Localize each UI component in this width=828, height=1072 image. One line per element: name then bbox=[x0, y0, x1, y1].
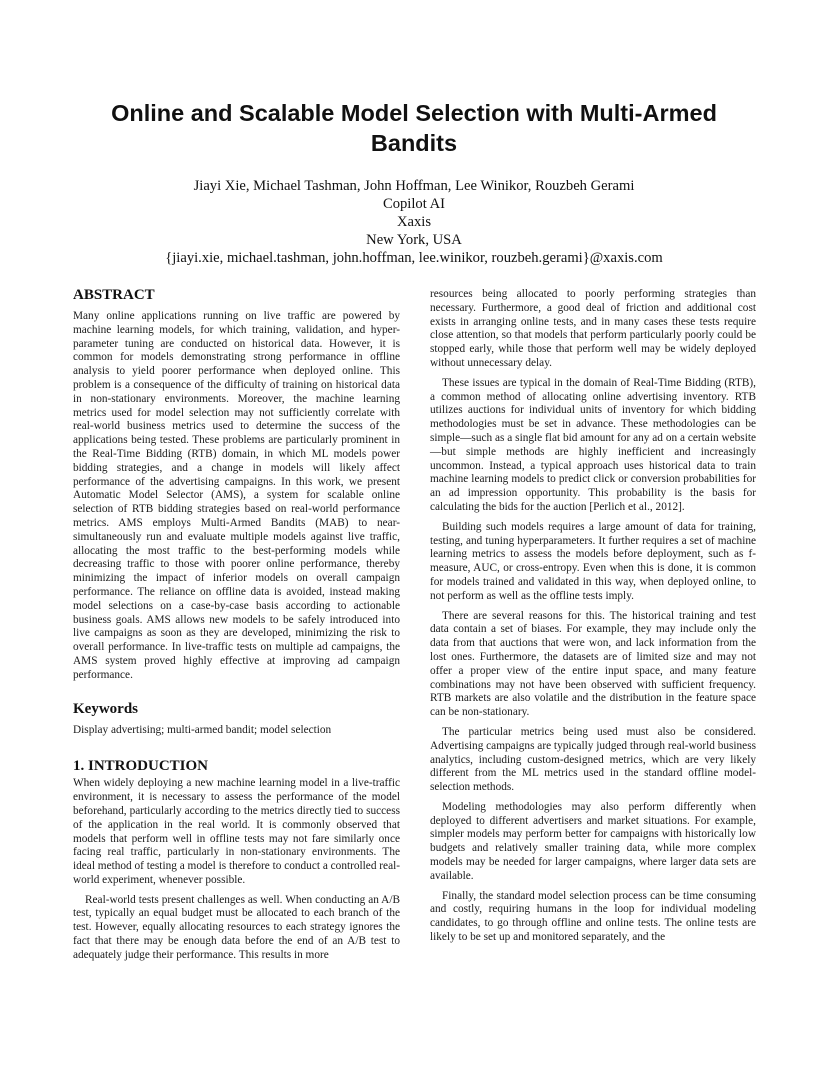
keywords-text: Display advertising; multi-armed bandit; model selection bbox=[73, 723, 332, 736]
intro-paragraph-9: Finally, the standard model selection process can be time consuming and costly, requiring humans in the loop for individual modeling candidates, to go through offline and online tests. The online tests are likely to be set up and monitored separately, and the bbox=[430, 889, 756, 944]
affiliation-copilot: Copilot AI bbox=[382, 196, 446, 212]
intro-paragraph-6: There are several reasons for this. The historical training and test data contain a set of biases. For example, they may include only the data from that auctions that were won, and lack information from the lost ones. Furthermore, the datasets are of limited size and may not offer a proper view of the entire input space, and many feature combinations may not have been observed with sufficient frequency. RTB markets are also volatile and the distribution in the feature space can be non-stationary. bbox=[430, 609, 756, 719]
keywords-heading: Keywords bbox=[73, 700, 138, 717]
right-column bbox=[430, 288, 756, 945]
author-emails: {jiayi.xie, michael.tashman, john.hoffman, lee.winikor, rouzbeh.gerami}@xaxis.com bbox=[165, 250, 663, 266]
paper-title bbox=[60, 98, 768, 158]
intro-paragraph-5: Building such models requires a large amount of data for training, testing, and tuning hyperparameters. It further requires a set of machine learning metrics to assess the models before deployment, such as f-measure, AUC, or cross-entropy. Even when this is done, it is common for models trained and validated in this way, when deployed online, to not perform as well as the offline tests imply. bbox=[430, 520, 756, 602]
intro-paragraph-1: When widely deploying a new machine learning model in a live-traffic environment, it is necessary to assess the performance of the model beforehand, particularly according to the metrics directly tied to success of the application in the real world. It is commonly observed that models that perform well in offline tests may not fare similarly once facing real traffic, particularly in non-stationary environments. The ideal method of testing a model is therefore to conduct a controlled real-world experiment, whenever possible. bbox=[73, 777, 400, 886]
intro-paragraph-3: resources being allocated to poorly performing strategies than necessary. Furthermore, a good deal of friction and additional cost exists in arranging online tests, and in many cases these tests require close attention, so that models that perform particularly poorly could be stopped early, while those that perform well may be widely deployed without unnecessary delay. bbox=[430, 288, 756, 369]
left-column bbox=[73, 286, 400, 963]
intro-paragraph-7: The particular metrics being used must also be considered. Advertising campaigns are typically judged through real-world business analytics, including custom-designed metrics, which are very likely different from the ML metrics used in the standard offline model-selection methods. bbox=[430, 725, 756, 794]
intro-paragraph-4: These issues are typical in the domain of Real-Time Bidding (RTB), a common method of allocating online advertising inventory. RTB utilizes auctions for individual units of inventory for which bidding methodologies must be set in advance. These methodologies can be simple—such as a single flat bid amount for any ad on a certain website—but simple methods are highly inefficient and increasingly uncommon. Instead, a typical approach uses historical data to train machine learning models to predict click or conversion probabilities for an ad impression opportunity. This probability is the basis for calculating the bids for the auction [Perlich et al., 2012]. bbox=[430, 376, 756, 513]
author-location: New York, USA bbox=[366, 232, 462, 248]
affiliation-xaxis: Xaxis bbox=[396, 214, 432, 230]
intro-paragraph-2: Real-world tests present challenges as well. When conducting an A/B test, typically an equal budget must be allocated to each branch of the test. However, equally allocating resources to each strategy ignores the fact that there may be enough data before the end of an A/B test to adequately judge their performance. This results in more bbox=[73, 893, 400, 961]
title-line-2: Bandits bbox=[370, 130, 458, 156]
title-line-1: Online and Scalable Model Selection with Multi-Armed bbox=[111, 100, 717, 126]
introduction-heading: 1. INTRODUCTION bbox=[73, 758, 209, 775]
abstract-text: Many online applications running on live traffic are powered by machine learning models, for which training, validation, and hyper-parameter tuning are conducted on historical data. However, it is common for models demonstrating strong performance in offline analysis to yield poorer performance when deployed online. This problem is a consequence of the difficulty of training on historical data in non-stationary environments. Moreover, the machine learning metrics used for model selection may not sufficiently correlate with real-world business metrics used to determine the success of the applications being tested. These problems are particularly prominent in the Real-Time Bidding (RTB) domain, in which ML models power bidding strategies, and a change in models will likely affect performance of the advertising campaigns. In this work, we present Automatic Model Selector (AMS), a system for scalable online selection of RTB bidding strategies based on real-world performance metrics. AMS employs Multi-Armed Bandits (MAB) to near-simultaneously run and evaluate multiple models against live traffic, allocating the most traffic to the best-performing models while decreasing traffic to those with poorer online performance, thereby minimizing the impact of inferior models on overall campaign performance. The reliance on offline data is avoided, instead making model selections on a case-by-case basis according to actionable business goals. AMS allows new models to be safely introduced into live campaigns as soon as they are developed, minimizing the risk to overall performance. In live-traffic tests on multiple ad campaigns, the AMS system proved highly effective at improving ad campaign performance. bbox=[73, 310, 400, 681]
author-block bbox=[60, 177, 768, 267]
abstract-heading: ABSTRACT bbox=[73, 287, 155, 303]
intro-paragraph-8: Modeling methodologies may also perform differently when deployed to different advertisers and market situations. For example, simpler models may perform better for campaigns with historically low budgets and relatively smaller training data, while more complex models may be needed for larger campaigns, where larger data sets are available. bbox=[430, 800, 756, 882]
author-names: Jiayi Xie, Michael Tashman, John Hoffman, Lee Winikor, Rouzbeh Gerami bbox=[193, 178, 635, 194]
